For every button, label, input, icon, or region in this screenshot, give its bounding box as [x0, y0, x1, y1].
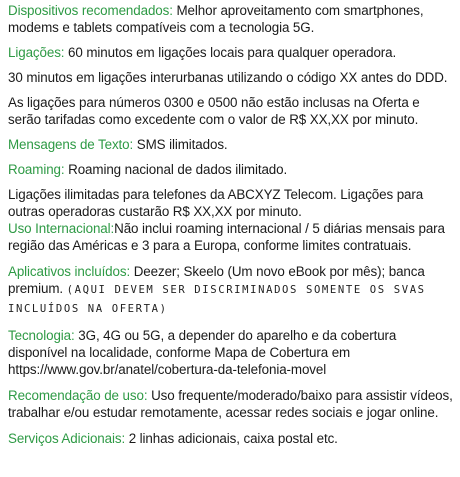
calls-text: 60 minutos em ligações locais para qualquer operadora.: [64, 45, 397, 60]
roaming-label: Roaming:: [8, 162, 65, 177]
technology-label: Tecnologia:: [8, 328, 75, 343]
international-paragraph: [8, 220, 456, 254]
sms-label: Mensagens de Texto:: [8, 137, 134, 152]
sms-paragraph: [8, 136, 456, 153]
roaming-text: Roaming nacional de dados ilimitado.: [64, 162, 288, 177]
apps-paragraph: [8, 263, 456, 318]
devices-label: Dispositivos recomendados:: [8, 3, 173, 18]
usage-paragraph: [8, 387, 456, 421]
sms-text: SMS ilimitados.: [133, 137, 228, 152]
calls-0300-text: As ligações para números 0300 e 0500 não estão inclusas na Oferta e serão tarifadas como excedente com o valor de R$ XX,XX por minuto.: [8, 95, 420, 127]
devices-text: Melhor aproveitamento com smartphones, modems e tablets compatíveis com a tecnologia 5G.: [8, 3, 424, 35]
usage-text: Uso frequente/moderado/baixo para assistir vídeos, trabalhar e/ou estudar remotamente, acessar redes sociais e jogar online.: [8, 388, 453, 420]
extras-paragraph: [8, 430, 456, 447]
apps-text: Deezer; Skeelo (Um novo eBook por mês); banca premium.: [8, 264, 425, 296]
calls-0300-paragraph: [8, 94, 456, 128]
unlimited-calls-text: Ligações ilimitadas para telefones da ABCXYZ Telecom. Ligações para outras operadoras custarão R$ XX,XX por minuto.: [8, 187, 424, 219]
extras-text: 2 linhas adicionais, caixa postal etc.: [125, 431, 338, 446]
international-text: Não inclui roaming internacional / 5 diárias mensais para região das Américas e 3 para a Europa, conforme limites contratuais.: [8, 221, 445, 253]
devices-paragraph: [8, 2, 456, 36]
calls-interurban-text: 30 minutos em ligações interurbanas utilizando o código XX antes do DDD.: [8, 70, 448, 85]
offer-details-document: [8, 2, 456, 447]
apps-note: (AQUI DEVEM SER DISCRIMINADOS SOMENTE OS SVAS INCLUÍDOS NA OFERTA): [8, 284, 426, 315]
calls-paragraph: [8, 44, 456, 61]
calls-label: Ligações:: [8, 45, 65, 60]
roaming-paragraph: [8, 161, 456, 178]
technology-text: 3G, 4G ou 5G, a depender do aparelho e da cobertura disponível na localidade, conforme Mapa de Cobertura em https://www.gov.br/anatel/cobertura-da-telefonia-movel: [8, 328, 397, 377]
usage-label: Recomendação de uso:: [8, 388, 148, 403]
unlimited-calls-paragraph: [8, 186, 456, 220]
apps-label: Aplicativos incluídos:: [8, 264, 131, 279]
extras-label: Serviços Adicionais:: [8, 431, 126, 446]
technology-paragraph: [8, 327, 456, 378]
international-label: Uso Internacional:: [8, 221, 115, 236]
calls-interurban-paragraph: [8, 69, 456, 86]
